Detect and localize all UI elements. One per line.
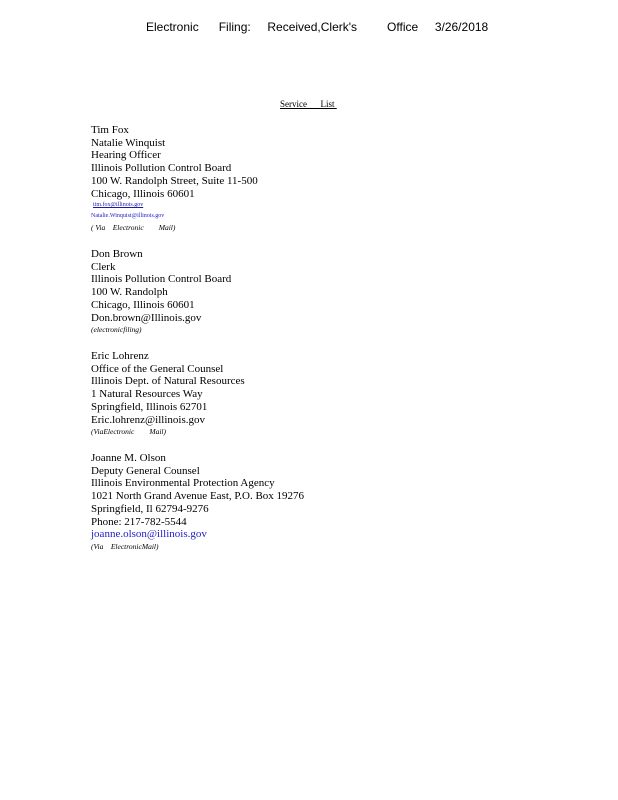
email-link-natalie-winquist[interactable]: Natalie.Winquist@illinois.gov — [91, 213, 165, 220]
contact-street-address: 100 W. Randolph Street, Suite 11-500 — [91, 174, 258, 187]
contact-city-state-zip: Springfield, Il 62794-9276 — [91, 502, 209, 515]
contact-name: Natalie Winquist — [91, 136, 166, 149]
contact-email: Don.brown@Illinois.gov — [91, 311, 202, 324]
contact-name: Don Brown — [91, 248, 143, 260]
contact-block-joanne-olson — [91, 452, 304, 552]
contact-city-state-zip: Springfield, Illinois 62701 — [91, 400, 208, 413]
email-link-joanne-olson[interactable]: joanne.olson@illinois.gov — [91, 528, 207, 541]
contact-name: Eric Lohrenz — [91, 350, 149, 362]
service-list-title: Service List — [280, 99, 337, 109]
electronic-filing-header: Electronic Filing: Received,Clerk's Office 3/26/2018 — [146, 20, 489, 34]
contact-title: Office of the General Counsel — [91, 362, 224, 375]
contact-street-address: 1 Natural Resources Way — [91, 388, 203, 401]
delivery-method-note: (ViaElectronic Mail) — [91, 427, 166, 437]
contact-email: Eric.lohrenz@illinois.gov — [91, 413, 205, 426]
contact-block-fox-winquist — [91, 124, 258, 233]
contact-organization: Illinois Pollution Control Board — [91, 162, 232, 175]
contact-city-state-zip: Chicago, Illinois 60601 — [91, 298, 195, 311]
contact-street-address: 100 W. Randolph — [91, 286, 168, 299]
contact-title: Clerk — [91, 260, 116, 273]
contact-street-address: 1021 North Grand Avenue East, P.O. Box 19276 — [91, 490, 305, 503]
contact-title: Deputy General Counsel — [91, 464, 200, 477]
contact-phone: Phone: 217-782-5544 — [91, 515, 187, 528]
contact-city-state-zip: Chicago, Illinois 60601 — [91, 187, 195, 200]
delivery-method-note: (Via ElectronicMail) — [91, 541, 159, 551]
contact-organization: Illinois Environmental Protection Agency — [91, 477, 275, 490]
contact-organization: Illinois Pollution Control Board — [91, 273, 232, 286]
delivery-method-note: (electronicfiling) — [91, 325, 142, 335]
contact-organization: Illinois Dept. of Natural Resources — [91, 375, 245, 388]
contact-name: Tim Fox — [91, 124, 129, 136]
contact-title: Hearing Officer — [91, 149, 161, 162]
contact-name: Joanne M. Olson — [91, 452, 166, 464]
contact-block-eric-lohrenz — [91, 350, 245, 437]
delivery-method-note: ( Via Electronic Mail) — [91, 223, 176, 233]
contact-block-don-brown — [91, 248, 231, 335]
email-link-tim-fox[interactable]: tim.fox@illinois.gov — [93, 202, 144, 209]
